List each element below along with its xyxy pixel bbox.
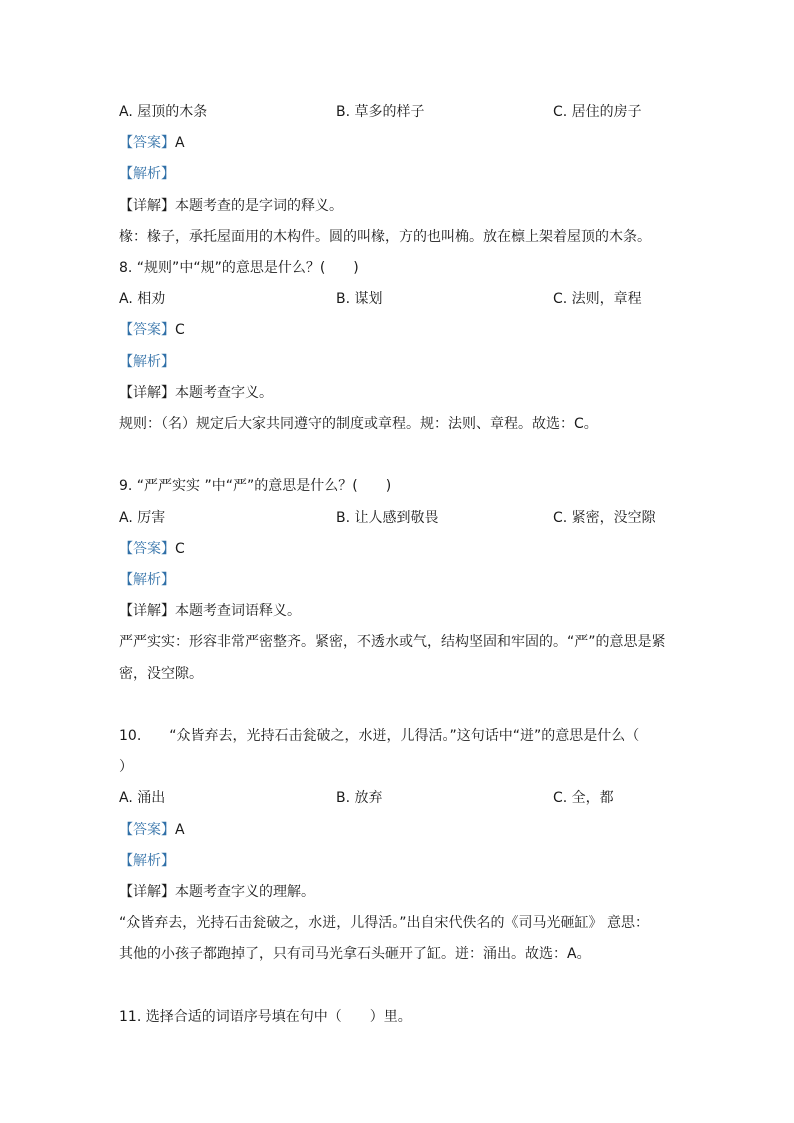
q10-question-line-1: 10. “众皆弃去，光持石击瓮破之，水迸，儿得活。”这句话中“迸”的意思是什么（ (119, 728, 640, 744)
q10-option-a: A. 涌出 (119, 790, 166, 806)
q7-detail (119, 196, 343, 216)
q9-explain-line-2: 密，没空隙。 (119, 666, 203, 682)
q8-option-c: C. 法则，章程 (553, 291, 642, 307)
q9-question: 9. “严严实实 ”中“严”的意思是什么？( ) (119, 478, 392, 494)
q9-options (0, 508, 794, 528)
q11-question: 11. 选择合适的词语序号填在句中（ ）里。 (119, 1009, 412, 1025)
q8-question: 8. “规则”中“规”的意思是什么？( ) (119, 260, 359, 276)
q9-explain-line-1: 严严实实：形容非常严密整齐。紧密，不透水或气，结构坚固和牢固的。“严”的意思是紧 (119, 634, 666, 650)
answer-value: A (175, 822, 185, 838)
answer-value: A (175, 135, 185, 151)
detail-text: 本题考查字义的理解。 (175, 884, 315, 900)
q7-option-c: C. 居住的房子 (553, 104, 642, 120)
q8-options (0, 289, 794, 309)
q9-option-a: A. 厉害 (119, 510, 166, 526)
q10-option-c: C. 全，都 (553, 790, 614, 806)
q7-option-a: A. 屋顶的木条 (119, 104, 208, 120)
detail-tag: 【详解】 (119, 884, 175, 900)
q10-explain-line-2: 其他的小孩子都跑掉了，只有司马光拿石头砸开了缸。迸：涌出。故选：A。 (119, 946, 591, 962)
answer-tag: 【答案】 (119, 135, 175, 151)
q8-explain: 规则：（名）规定后大家共同遵守的制度或章程。规：法则、章程。故选：C。 (119, 416, 598, 432)
q9-option-b: B. 让人感到敬畏 (336, 510, 439, 526)
detail-tag: 【详解】 (119, 385, 175, 401)
detail-text: 本题考查词语释义。 (175, 603, 301, 619)
q9-option-c: C. 紧密，没空隙 (553, 510, 656, 526)
detail-tag: 【详解】 (119, 198, 175, 214)
q9-detail (119, 601, 301, 621)
q7-explain: 椽：椽子，承托屋面用的木构件。圆的叫椽，方的也叫桷。放在檩上架着屋顶的木条。 (119, 229, 651, 245)
q10-detail (119, 882, 315, 902)
q10-question-line-2: ） (119, 759, 133, 775)
answer-tag: 【答案】 (119, 822, 175, 838)
answer-tag: 【答案】 (119, 322, 175, 338)
q7-options (0, 102, 794, 122)
q10-explain-line-1: “众皆弃去，光持石击瓮破之，水迸，儿得活。”出自宋代佚名的《司马光砸缸》 意思： (119, 915, 649, 931)
detail-tag: 【详解】 (119, 603, 175, 619)
q9-analysis-tag: 【解析】 (119, 572, 175, 588)
q8-option-a: A. 相劝 (119, 291, 166, 307)
q7-option-b: B. 草多的样子 (336, 104, 425, 120)
q10-option-b: B. 放弃 (336, 790, 383, 806)
q8-option-b: B. 谋划 (336, 291, 383, 307)
answer-tag: 【答案】 (119, 541, 175, 557)
detail-text: 本题考查字义。 (175, 385, 273, 401)
q10-options (0, 788, 794, 808)
q10-answer (119, 820, 185, 840)
q10-analysis-tag: 【解析】 (119, 853, 175, 869)
answer-value: C (175, 322, 185, 338)
answer-value: C (175, 541, 185, 557)
q8-analysis-tag: 【解析】 (119, 354, 175, 370)
q7-analysis-tag: 【解析】 (119, 166, 175, 182)
q8-detail (119, 383, 273, 403)
q7-answer (119, 133, 185, 153)
q9-answer (119, 539, 185, 559)
detail-text: 本题考查的是字词的释义。 (175, 198, 343, 214)
q8-answer (119, 320, 185, 340)
